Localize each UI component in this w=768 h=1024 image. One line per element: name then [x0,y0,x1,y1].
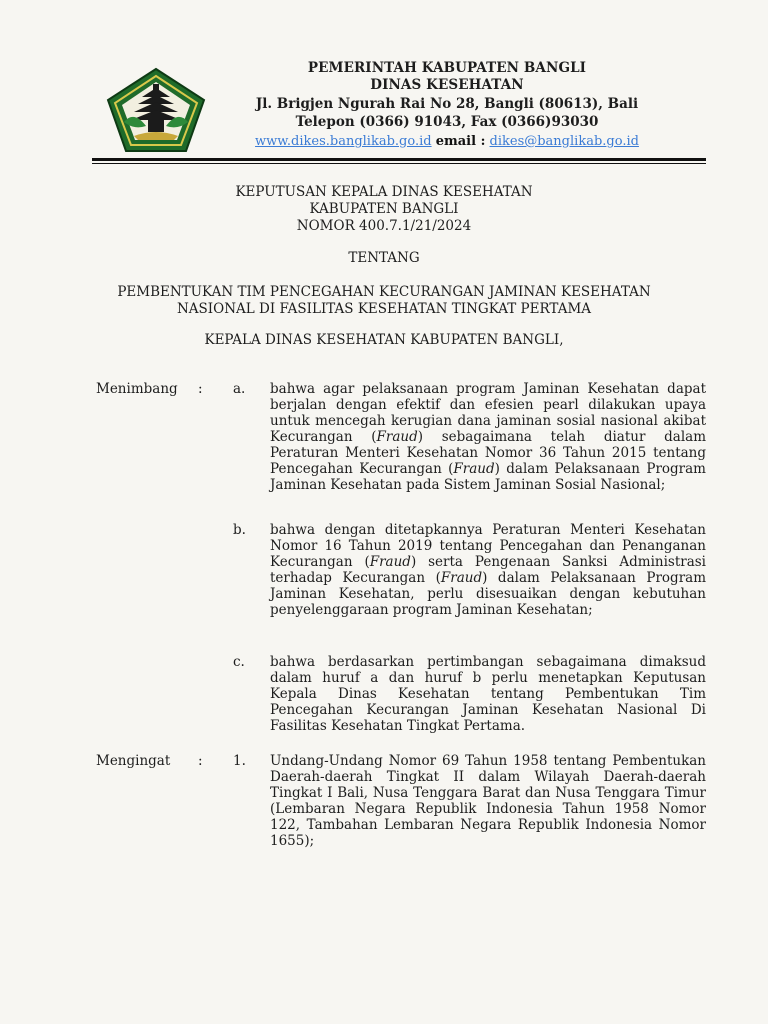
bangli-coat-of-arms-logo [104,66,208,154]
menimbang-label: Menimbang [96,381,178,397]
letterhead [232,60,662,152]
decree-subject-line2: NASIONAL DI FASILITAS KESEHATAN TINGKAT PERTAMA [176,301,592,317]
letterhead-agency: DINAS KESEHATAN [370,77,524,93]
item-marker: c. [233,654,245,670]
decree-subject-line1: PEMBENTUKAN TIM PENCEGAHAN KECURANGAN JAMINAN KESEHATAN [117,284,651,300]
item-marker: b. [233,522,246,538]
decree-title [0,184,768,235]
menimbang-item-a: bahwa agar pelaksanaan program Jaminan Kesehatan dapat berjalan dengan efektif dan efesien pearl dilakukan upaya untuk mencegah kerugian dana jaminan sosial nasional akibat Kecurangan (Fraud) sebagaimana telah diatur dalam Peraturan Menteri Kesehatan Nomor 36 Tahun 2015 tentang Pencegahan Kecurangan (Fraud) dalam Pelaksanaan Program Jaminan Kesehatan pada Sistem Jaminan Sosial Nasional; [270,381,706,493]
decree-title-line1: KEPUTUSAN KEPALA DINAS KESEHATAN [235,184,533,200]
decree-subject [0,284,768,318]
website-link[interactable]: www.dikes.banglikab.go.id [255,134,432,149]
item-marker: 1. [233,753,246,769]
email-label: email : [435,134,486,149]
mengingat-label: Mengingat [96,753,171,769]
menimbang-colon: : [198,381,203,397]
letterhead-government: PEMERINTAH KABUPATEN BANGLI [307,60,587,76]
decree-title-line2: KABUPATEN BANGLI [309,201,459,217]
item-marker: a. [233,381,246,397]
letterhead-contact [232,132,662,152]
mengingat-item-1: Undang-Undang Nomor 69 Tahun 1958 tentang Pembentukan Daerah-daerah Tingkat II dalam Wilayah Daerah-daerah Tingkat I Bali, Nusa Tenggara Barat dan Nusa Tenggara Timur (Lembaran Negara Republik Indonesia Tahun 1958 Nomor 122, Tambahan Lembaran Negara Republik Indonesia Nomor 1655); [270,753,706,849]
letterhead-divider-thin [92,163,706,164]
menimbang-item-c: bahwa berdasarkan pertimbangan sebagaimana dimaksud dalam huruf a dan huruf b perlu menetapkan Keputusan Kepala Dinas Kesehatan tentang Pembentukan Tim Pencegahan Kecurangan Jaminan Kesehatan Nasional Di Fasilitas Kesehatan Tingkat Pertama. [270,654,706,734]
letterhead-phone: Telepon (0366) 91043, Fax (0366)93030 [295,114,599,130]
decree-issuer: KEPALA DINAS KESEHATAN KABUPATEN BANGLI, [204,332,564,348]
email-link[interactable]: dikes@banglikab.go.id [489,134,639,149]
decree-number: NOMOR 400.7.1/21/2024 [296,218,472,234]
mengingat-colon: : [198,753,203,769]
menimbang-item-b: bahwa dengan ditetapkannya Peraturan Menteri Kesehatan Nomor 16 Tahun 2019 tentang Pencegahan dan Penanganan Kecurangan (Fraud) serta Pengenaan Sanksi Administrasi terhadap Kecurangan (Fraud) dalam Pelaksanaan Program Jaminan Kesehatan, perlu disesuaikan dengan kebutuhan penyelenggaraan program Jaminan Kesehatan; [270,522,706,618]
letterhead-divider [92,158,706,161]
letterhead-address: Jl. Brigjen Ngurah Rai No 28, Bangli (80613), Bali [255,96,639,112]
tentang-heading: TENTANG [348,250,420,266]
